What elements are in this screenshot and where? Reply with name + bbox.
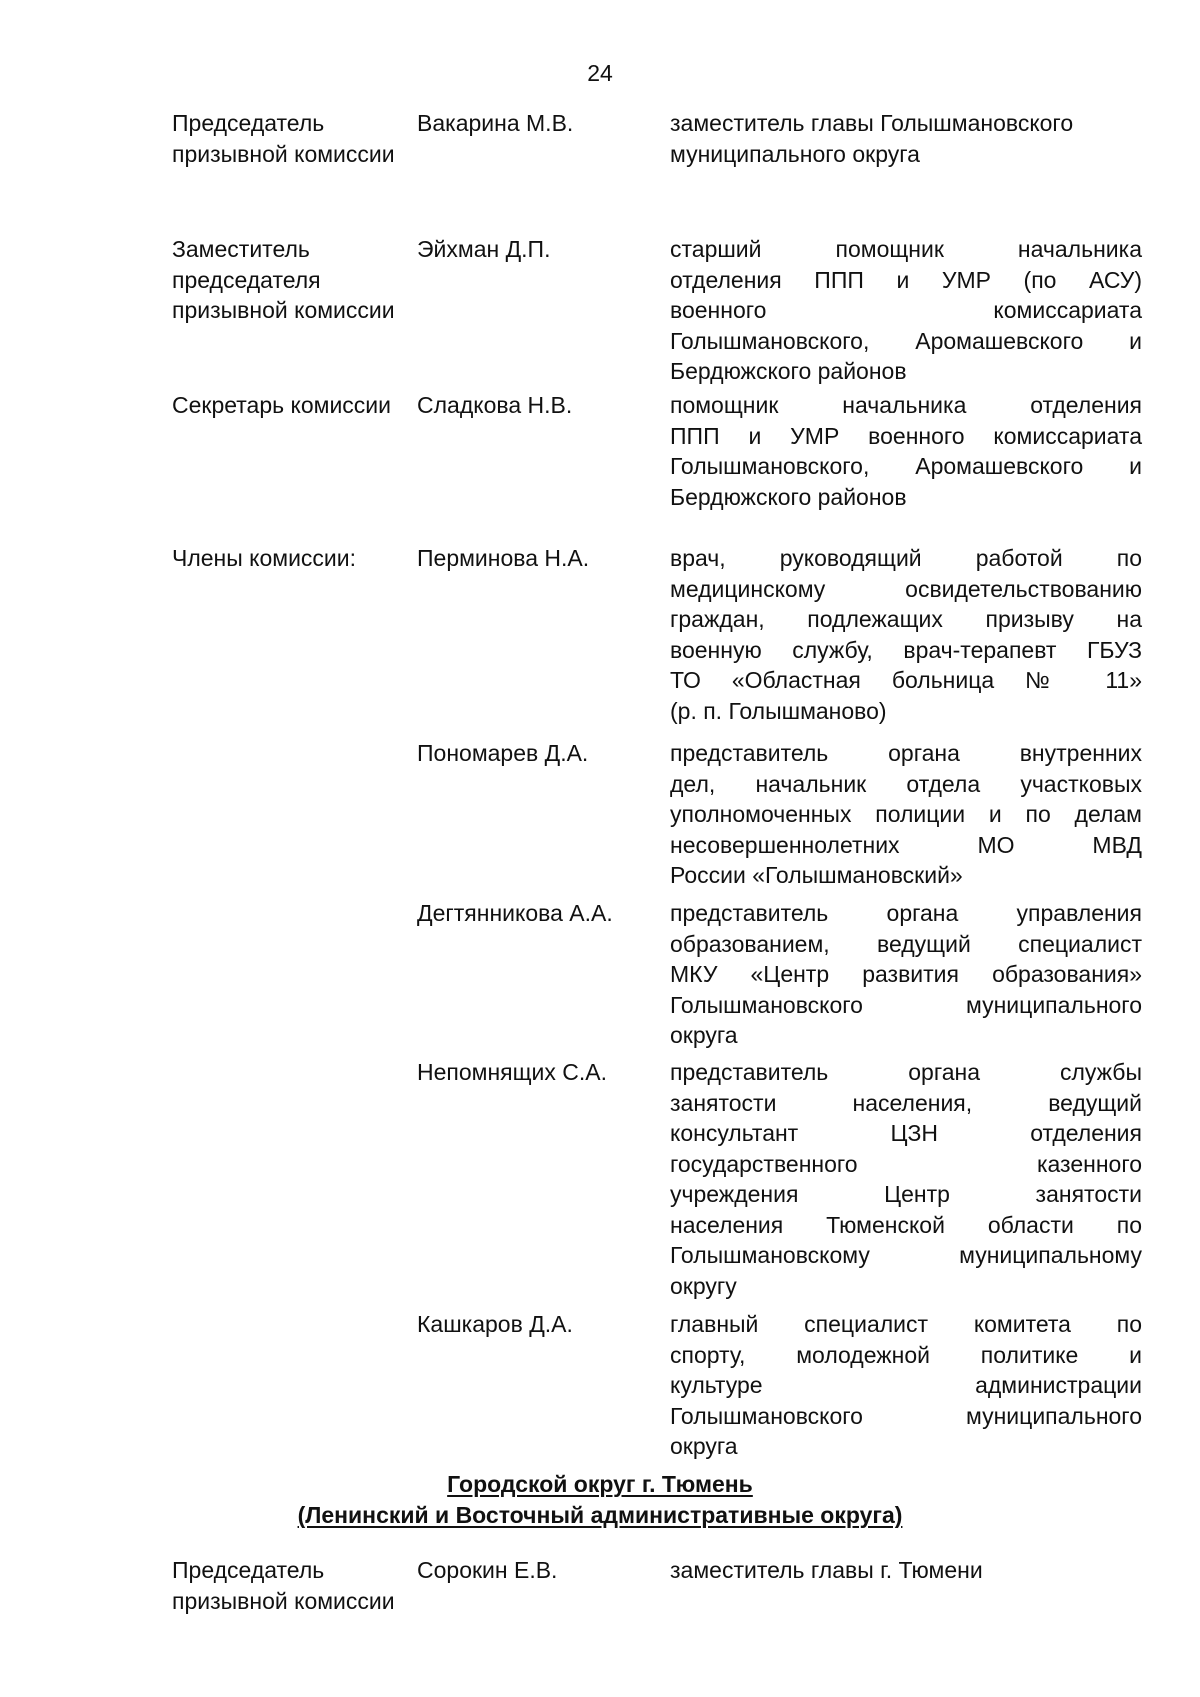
description-line: муниципального округа (670, 140, 920, 167)
description-line: представитель органа службы (670, 1059, 1142, 1085)
member-description (670, 108, 1142, 169)
description-line: культуре администрации (670, 1372, 1142, 1398)
description-line: медицинскому освидетельствованию (670, 575, 1142, 602)
section-heading-line: (Ленинский и Восточный административные округа) (297, 1502, 903, 1528)
member-description (670, 390, 1142, 512)
member-description (670, 1555, 1142, 1586)
description-line: консультант ЦЗН отделения (670, 1120, 1142, 1146)
description-line: представитель органа управления (670, 900, 1142, 926)
member-description (670, 1057, 1142, 1301)
description-line: государственного казенного (670, 1150, 1142, 1177)
description-line: Голышмановского муниципального (670, 1402, 1142, 1429)
member-name: Эйхман Д.П. (417, 236, 551, 262)
description-line: ППП и УМР военного комиссариата (670, 422, 1142, 449)
member-description (670, 1309, 1142, 1462)
member-role: Председатель призывной комиссии (172, 110, 395, 167)
description-line: спорту, молодежной политике и (670, 1341, 1142, 1368)
member-role: Секретарь комиссии (172, 392, 391, 418)
description-line: Голышмановского, Аромашевского и (670, 327, 1142, 354)
description-line: округу (670, 1272, 737, 1299)
description-line: несовершеннолетних МО МВД (670, 831, 1142, 858)
member-description (670, 738, 1142, 891)
description-line: округа (670, 1022, 738, 1048)
description-line: Бердюжского районов (670, 358, 907, 384)
description-line: населения Тюменской области по (670, 1211, 1142, 1238)
description-line: образованием, ведущий специалист (670, 930, 1142, 957)
description-line: Голышмановского, Аромашевского и (670, 453, 1142, 479)
member-name: Кашкаров Д.А. (417, 1311, 573, 1337)
description-line: Голышмановского муниципального (670, 991, 1142, 1018)
section-heading (0, 1469, 1200, 1531)
description-line: дел, начальник отдела участковых (670, 770, 1142, 797)
member-description (670, 898, 1142, 1051)
member-name: Непомнящих С.А. (417, 1059, 608, 1085)
description-line: учреждения Центр занятости (670, 1181, 1142, 1207)
member-role: Члены комиссии: (172, 545, 357, 571)
description-line: уполномоченных полиции и по делам (670, 801, 1142, 827)
description-line: Голышмановскому муниципальному (670, 1242, 1142, 1268)
description-line: округа (670, 1433, 738, 1459)
description-line: главный специалист комитета по (670, 1311, 1142, 1337)
member-description (670, 234, 1142, 387)
member-name: Перминова Н.А. (417, 545, 590, 571)
description-line: военного комиссариата (670, 297, 1142, 323)
description-line: военную службу, врач-терапевт ГБУЗ (670, 636, 1142, 663)
member-name: Сладкова Н.В. (417, 392, 573, 418)
description-line: граждан, подлежащих призыву на (670, 606, 1142, 632)
member-description (670, 543, 1142, 726)
member-name: Вакарина М.В. (417, 110, 574, 136)
description-line: врач, руководящий работой по (670, 545, 1142, 571)
member-name: Пономарев Д.А. (417, 740, 589, 766)
description-line: заместитель главы г. Тюмени (670, 1557, 983, 1583)
description-line: ТО «Областная больница № 11» (670, 667, 1142, 693)
member-name: Дегтянникова А.А. (417, 900, 613, 926)
member-role: Заместитель председателя призывной комиссии (172, 236, 395, 323)
page-number: 24 (587, 60, 613, 86)
description-line: занятости населения, ведущий (670, 1089, 1142, 1116)
description-line: отделения ППП и УМР (по АСУ) (670, 266, 1142, 293)
member-name: Сорокин Е.В. (417, 1557, 558, 1583)
description-line: Бердюжского районов (670, 483, 907, 510)
description-line: старший помощник начальника (670, 236, 1142, 262)
member-role: Председатель призывной комиссии (172, 1557, 395, 1614)
description-line: представитель органа внутренних (670, 740, 1142, 766)
description-line: (р. п. Голышманово) (670, 697, 887, 724)
section-heading-line: Городской округ г. Тюмень (447, 1471, 753, 1497)
description-line: помощник начальника отделения (670, 392, 1142, 418)
description-line: России «Голышмановский» (670, 862, 963, 888)
description-line: заместитель главы Голышмановского (670, 110, 1074, 136)
description-line: МКУ «Центр развития образования» (670, 961, 1142, 987)
